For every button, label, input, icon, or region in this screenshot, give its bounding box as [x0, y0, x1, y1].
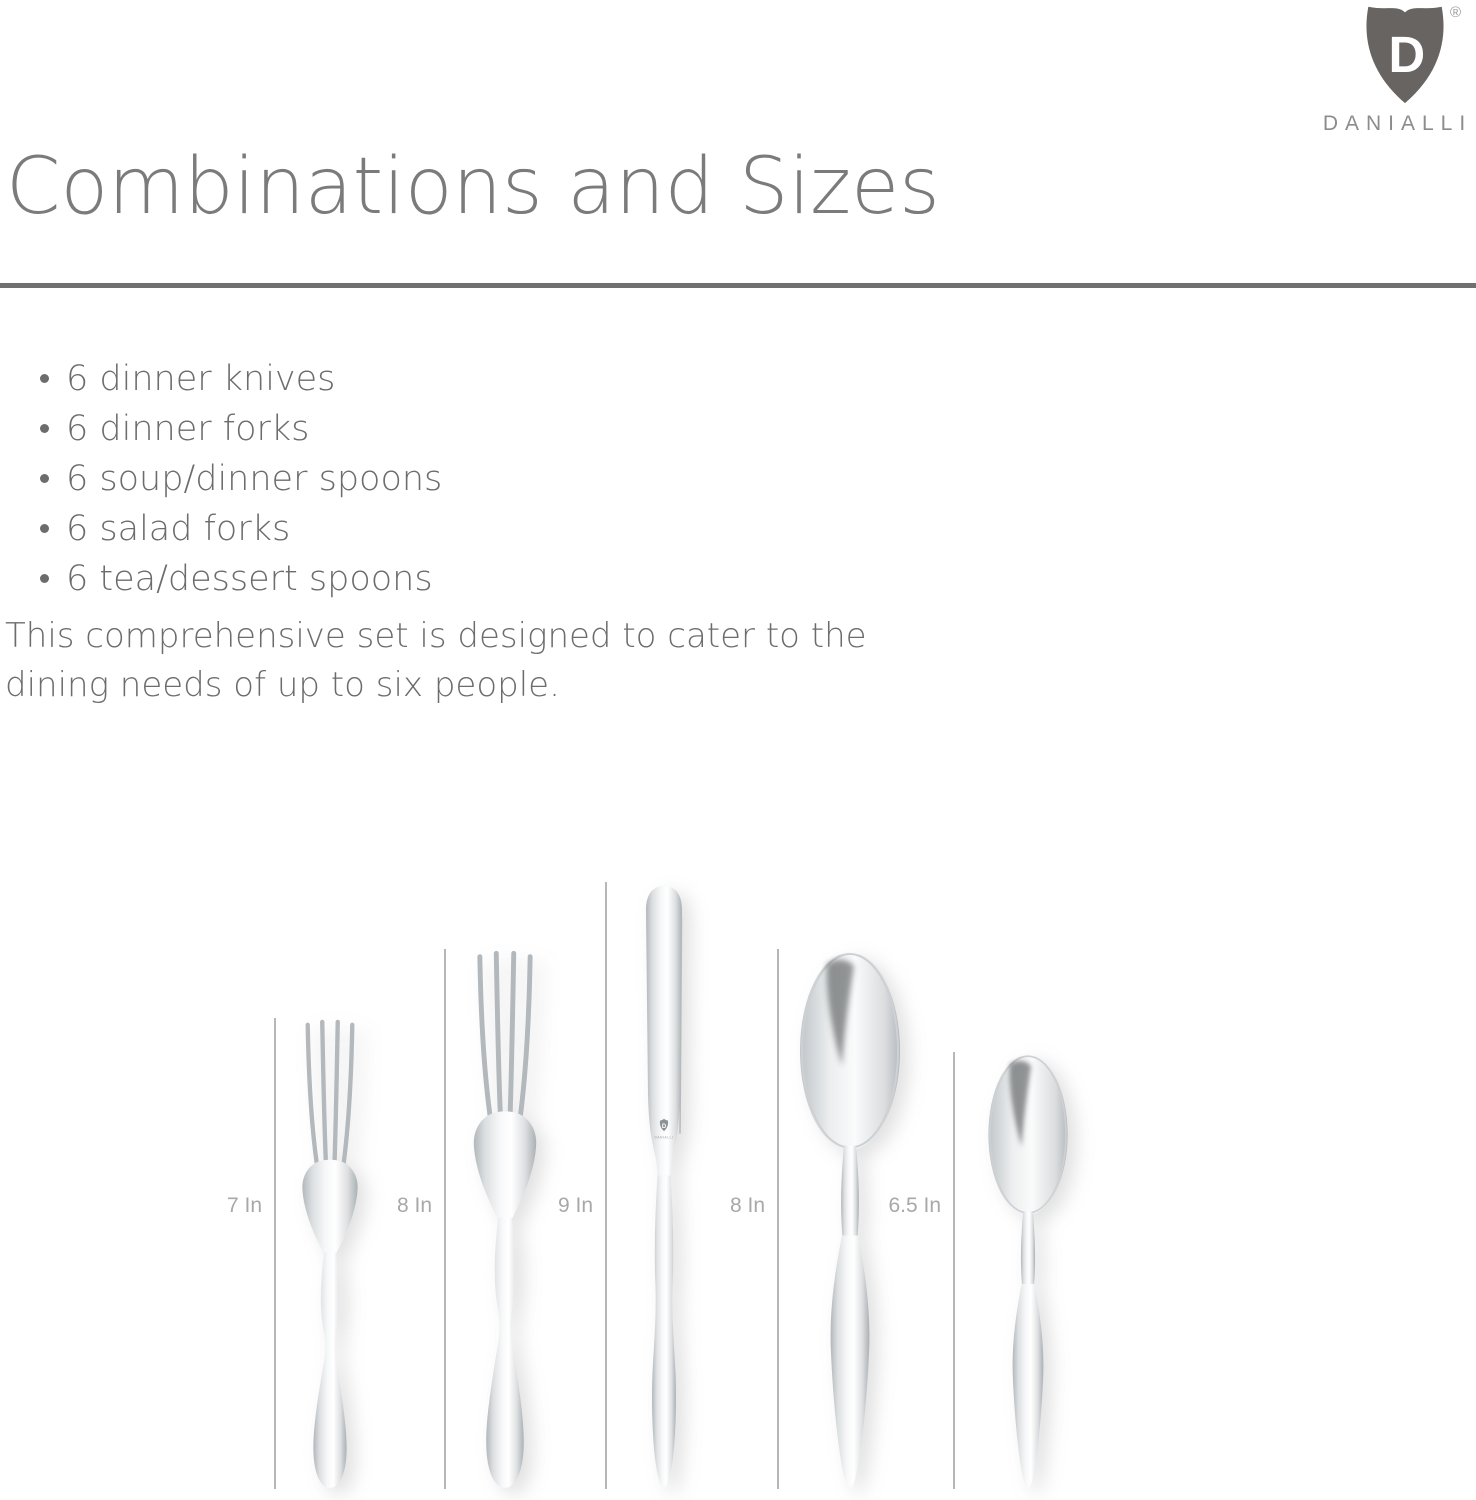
set-contents-list: [40, 354, 442, 604]
brand-logo-letter: D: [1388, 25, 1426, 83]
bullet-icon: [40, 374, 49, 383]
size-label-soup-spoon: 8 In: [729, 1194, 765, 1217]
page-title: Combinations and Sizes: [6, 142, 940, 232]
soup-spoon-image: [797, 950, 903, 1489]
size-label-salad-fork: 7 In: [226, 1194, 262, 1217]
measure-line-tea-spoon: [953, 1052, 955, 1489]
brand-wordmark: DANIALLI: [1322, 112, 1473, 135]
list-item-text: 6 dinner forks: [66, 409, 310, 449]
brand-shield-icon: [1358, 2, 1452, 106]
measure-line-dinner-fork: [444, 949, 446, 1489]
list-item-text: 6 soup/dinner spoons: [66, 459, 443, 499]
salad-fork-image: [299, 1019, 361, 1489]
description-text: [5, 612, 867, 710]
tea-spoon-image: [986, 1053, 1070, 1489]
list-item: [40, 504, 442, 554]
measure-line-salad-fork: [274, 1018, 276, 1489]
measure-line-soup-spoon: [777, 949, 779, 1489]
list-item-text: 6 tea/dessert spoons: [66, 559, 433, 599]
description-line-1: This comprehensive set is designed to cater to the: [5, 616, 867, 656]
registered-trademark: ®: [1450, 4, 1462, 21]
bullet-icon: [40, 424, 49, 433]
bullet-icon: [40, 474, 49, 483]
bullet-icon: [40, 574, 49, 583]
knife-engraving-letter: D: [661, 1124, 667, 1131]
dinner-knife-image: [639, 884, 689, 1489]
size-label-tea-spoon: 6.5 In: [888, 1194, 941, 1217]
measure-line-knife: [605, 882, 607, 1489]
list-item-text: 6 dinner knives: [66, 359, 336, 399]
list-item-text: 6 salad forks: [66, 509, 291, 549]
bullet-icon: [40, 524, 49, 533]
size-label-knife: 9 In: [557, 1194, 593, 1217]
list-item: [40, 404, 442, 454]
list-item: [40, 454, 442, 504]
knife-engraving-text: DANIALLI: [654, 1135, 674, 1140]
list-item: [40, 354, 442, 404]
dinner-fork-image: [470, 950, 540, 1489]
description-line-2: dining needs of up to six people.: [5, 665, 560, 705]
size-label-dinner-fork: 8 In: [396, 1194, 432, 1217]
list-item: [40, 554, 442, 604]
title-divider: [0, 283, 1476, 288]
